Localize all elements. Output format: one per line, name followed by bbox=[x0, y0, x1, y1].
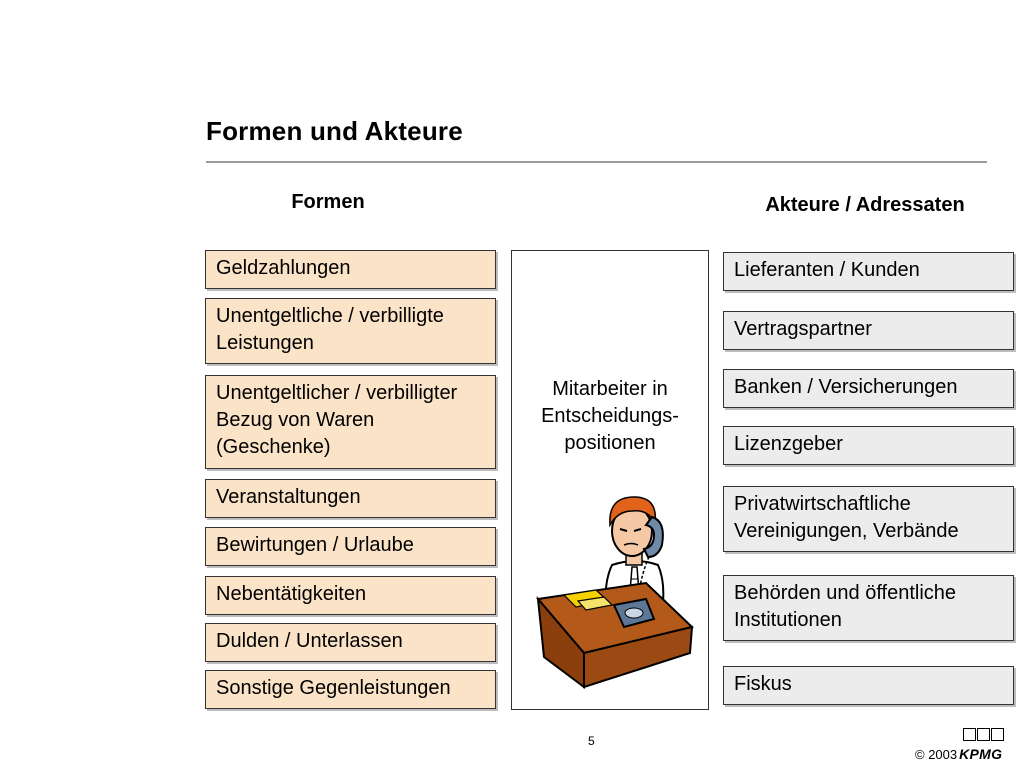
form-item-nebentaetigkeiten: Nebentätigkeiten bbox=[205, 576, 496, 615]
page-number: 5 bbox=[588, 734, 595, 748]
actor-item-lizenzgeber: Lizenzgeber bbox=[723, 426, 1014, 465]
actor-item-banken: Banken / Versicherungen bbox=[723, 369, 1014, 408]
center-line-2: Entscheidungs- bbox=[541, 405, 679, 427]
footer bbox=[915, 740, 1011, 762]
center-label bbox=[512, 376, 708, 457]
form-item-leistungen: Unentgeltliche / verbilligte Leistungen bbox=[205, 298, 496, 364]
logo-text: KPMG bbox=[959, 746, 1003, 762]
center-employee-box bbox=[511, 250, 709, 710]
actor-item-lieferanten: Lieferanten / Kunden bbox=[723, 252, 1014, 291]
actor-item-fiskus: Fiskus bbox=[723, 666, 1014, 705]
form-item-veranstaltungen: Veranstaltungen bbox=[205, 479, 496, 518]
title-divider bbox=[206, 161, 987, 163]
logo-squares-icon bbox=[963, 728, 1004, 741]
form-item-sonstige: Sonstige Gegenleistungen bbox=[205, 670, 496, 709]
center-line-1: Mitarbeiter in bbox=[552, 378, 668, 400]
kpmg-logo bbox=[959, 740, 1011, 762]
actor-item-vertragspartner: Vertragspartner bbox=[723, 311, 1014, 350]
page-title: Formen und Akteure bbox=[206, 116, 463, 146]
copyright-text: © 2003 bbox=[915, 747, 958, 762]
form-item-waren: Unentgeltlicher / verbilligter Bezug von Waren (Geschenke) bbox=[205, 375, 496, 469]
akteure-heading: Akteure / Adressaten bbox=[765, 194, 965, 216]
actor-item-vereinigungen: Privatwirtschaftliche Vereinigungen, Verbände bbox=[723, 486, 1014, 552]
actor-item-behoerden: Behörden und öffentliche Institutionen bbox=[723, 575, 1014, 641]
center-line-3: positionen bbox=[564, 432, 656, 454]
formen-heading: Formen bbox=[291, 191, 365, 213]
form-item-bewirtungen: Bewirtungen / Urlaube bbox=[205, 527, 496, 566]
man-on-telephone-at-desk-icon bbox=[534, 487, 694, 692]
form-item-dulden: Dulden / Unterlassen bbox=[205, 623, 496, 662]
form-item-geldzahlungen: Geldzahlungen bbox=[205, 250, 496, 289]
